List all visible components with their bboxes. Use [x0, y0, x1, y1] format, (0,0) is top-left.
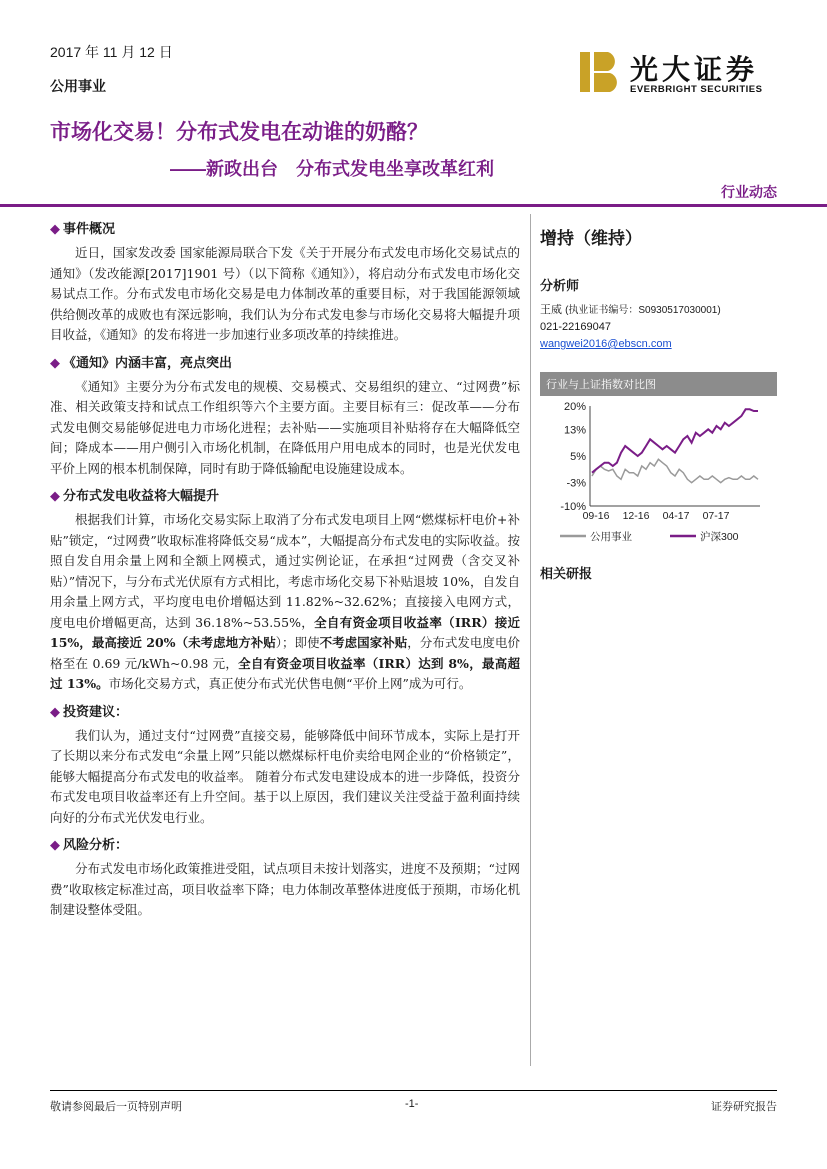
x-tick-label: 07-17 [702, 510, 730, 522]
analyst-email-link[interactable]: wangwei2016@ebscn.com [540, 338, 672, 350]
related-reports-heading: 相关研报 [540, 566, 593, 581]
sidebar [540, 214, 777, 353]
section-heading-risk: ◆ 风险分析： [50, 838, 129, 853]
x-tick-label: 04-17 [662, 510, 690, 522]
event-paragraph: 近日，国家发改委 国家能源局联合下发《关于开展分布式发电市场化交易试点的通知》（发改能源[2017]1901 号）（以下简称《通知》），将启动分布式发电市场化交易试点工作。分布式发电市场化交易是电力体制改革的重要目标，对于我国能源领域供给侧改革的成败也有深远影响，我们认为分布式发电参与市场化交易将大幅提升项目收益，《通知》的发布将进一步加速行业多项改革的持续推进。 [50, 245, 520, 342]
section-heading-notice: ◆ 《通知》内涵丰富，亮点突出 [50, 355, 233, 371]
sector-label: 公用事业 [50, 78, 106, 94]
analyst-heading: 分析师 [540, 278, 580, 293]
page-number: -1- [405, 1098, 419, 1110]
footer-divider [50, 1090, 777, 1091]
diamond-bullet-icon: ◆ [50, 222, 60, 237]
footer-report-label: 证券研究报告 [711, 1101, 777, 1113]
diamond-bullet-icon: ◆ [50, 704, 60, 720]
chart-title: 行业与上证指数对比图 [540, 372, 777, 396]
analyst-info [540, 302, 777, 319]
logo-english: EVERBRIGHT SECURITIES [630, 84, 763, 95]
section-heading-event: ◆ 事件概况 [50, 222, 116, 237]
legend-label: 沪深300 [700, 531, 739, 543]
report-type-tag: 行业动态 [721, 184, 777, 200]
risk-paragraph: 分布式发电市场化政策推进受阻，试点项目未按计划落实，进度不及预期；“过网费”收取核定标准过高，项目收益率下降；电力体制改革整体进度低于预期，市场化机制建设整体受阻。 [50, 861, 520, 917]
y-tick-label: -10% [560, 501, 586, 513]
diamond-bullet-icon: ◆ [50, 489, 60, 504]
everbright-logo-icon [580, 52, 622, 92]
section-heading-revenue: ◆ 分布式发电收益将大幅提升 [50, 489, 220, 504]
rating: 增持（维持） [540, 229, 642, 248]
x-tick-label: 09-16 [582, 510, 610, 522]
analyst-cert: (执业证书编号：S0930517030001) [565, 305, 721, 316]
analyst-name: 王威 [540, 304, 562, 316]
report-subtitle: ——新政出台 分布式发电坐享改革红利 [170, 159, 494, 179]
investment-paragraph: 我们认为，通过支付“过网费”直接交易，能够降低中间环节成本，实际上是打开了长期以来分布式发电“余量上网”只能以燃煤标杆电价卖给电网企业的“价格锁定”，能够大幅提高分布式发电的收益率。 随着分布式发电建设成本的进一步降低，投资分布式发电项目收益率还有上升空间。基于以上原因，我们建议关注受益于盈利面持续向好的分布式光伏发电行业。 [50, 727, 520, 825]
analyst-phone: 021-22169047 [540, 321, 611, 333]
y-tick-label: 13% [563, 424, 586, 437]
notice-paragraph: 《通知》主要分为分布式发电的规模、交易模式、交易组织的建立、“过网费”标准、相关政策支持和试点工作组织等六个主要方面。主要目标有三：促改革——分布式发电侧交易能够促进电力市场化进程；去补贴——实施项目补贴将存在大幅降低空间；降成本——用户侧引入市场化机制，在降低用户用电成本的同时，也是光伏发电平价上网的根本机制保障，同时有助于降低输配电设施建设成本。 [50, 378, 520, 476]
y-tick-label: 20% [563, 401, 586, 413]
column-divider [530, 214, 531, 1066]
section-heading-investment: ◆ 投资建议： [50, 704, 129, 720]
line-chart [540, 396, 777, 551]
logo-chinese: 光大证券 [630, 53, 759, 86]
report-date: 2017 年 11 月 12 日 [50, 44, 173, 60]
legend-label: 公用事业 [590, 531, 632, 543]
comparison-chart [540, 372, 777, 547]
revenue-paragraph: 根据我们计算，市场化交易实际上取消了分布式发电项目上网“燃煤标杆电价+补贴”锁定，“过网费”收取标准将降低交易“成本”，大幅提高分布式发电的实际收益。按照自发自用余量上网和全额上网模式，通过实例论证，在承担“过网费（含交叉补贴）”情况下，与分布式光伏原有方式相比，考虑市场化交易下补贴退坡 10%，自发自用余量上网方式，平均度电电价增幅达到 11.82%~32.62%；直接接入电网方式，度电电价增幅更高，达到 36.18%~53.55%，全自有资金项目收益率（IRR）接近 15%，最高接近 20%（未考虑地方补贴）；即使不考虑国家补贴，分布式发电度电价格至在 0.69 元/kWh~0.98 元，全自有资金项目收益率（IRR）达到 8%，最高超过 13%。市场化交易方式，真正使分布式光伏售电侧“平价上网”成为可行。 [50, 512, 520, 691]
y-tick-label: 5% [570, 451, 586, 463]
report-title: 市场化交易！分布式发电在动谁的奶酪？ [50, 121, 428, 144]
series-line-2 [592, 409, 758, 472]
footer-disclaimer: 敬请参阅最后一页特别声明 [50, 1101, 182, 1113]
header-divider [0, 204, 827, 207]
y-tick-label: -3% [566, 477, 586, 490]
diamond-bullet-icon: ◆ [50, 838, 60, 853]
main-content [50, 214, 520, 927]
diamond-bullet-icon: ◆ [50, 355, 60, 371]
x-tick-label: 12-16 [622, 510, 650, 522]
